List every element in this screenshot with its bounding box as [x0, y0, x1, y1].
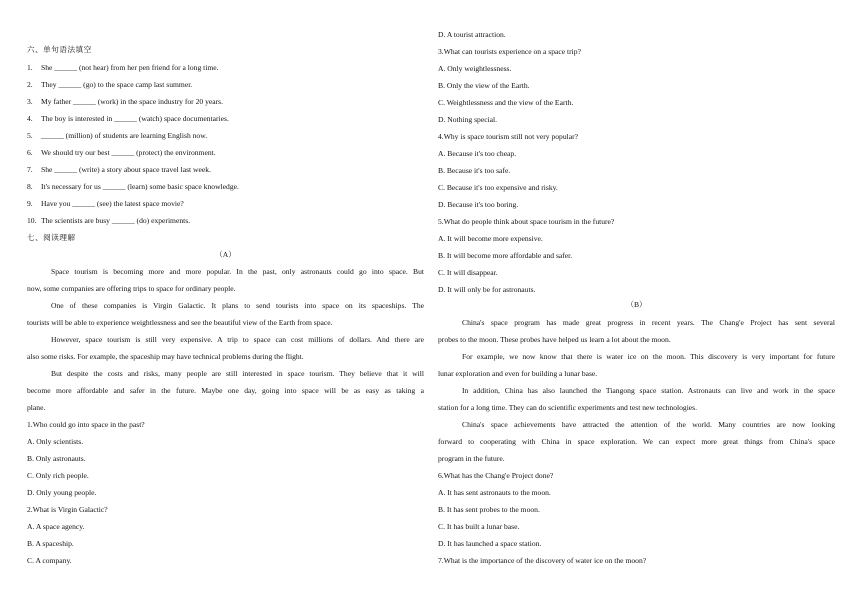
answer-option: B. A spaceship.	[27, 539, 74, 548]
answer-option: D. Only young people.	[27, 488, 97, 497]
passage-b-label: （B）	[626, 300, 647, 309]
grammar-item-10	[27, 216, 424, 225]
passage-b-line-7: China's space achievements have attracted the attention of the world. Many countries are now looking	[462, 420, 835, 429]
answer-option: D. Because it's too boring.	[438, 200, 519, 209]
grammar-item-2	[27, 80, 424, 89]
passage-a-line-5: However, space tourism is still very expensive. A trip to space can cost millions of dollars. And there are	[51, 335, 424, 344]
answer-option: C. It will disappear.	[438, 268, 498, 277]
question-line: 6.What has the Chang'e Project done?	[438, 471, 554, 480]
grammar-item-4	[27, 114, 424, 123]
passage-b-line-6: station for a long time. They can do scientific experiments and test new technologies.	[438, 403, 698, 412]
section-6-heading: 六、单句语法填空	[27, 45, 92, 54]
grammar-item-8	[27, 182, 424, 191]
grammar-item-7	[27, 165, 424, 174]
item-number: 5.	[27, 131, 33, 140]
item-number: 1.	[27, 63, 33, 72]
passage-a-line-8: become more affordable and safer in the future. Maybe one day, going into space will be as easy as taking a	[27, 386, 424, 395]
item-text: ______ (million) of students are learning English now.	[41, 131, 208, 140]
answer-option: D. It will only be for astronauts.	[438, 285, 536, 294]
question-line: 7.What is the importance of the discovery of water ice on the moon?	[438, 556, 647, 565]
item-text: We should try our best ______ (protect) the environment.	[41, 148, 216, 157]
item-number: 3.	[27, 97, 33, 106]
item-text: It's necessary for us ______ (learn) some basic space knowledge.	[41, 182, 239, 191]
answer-option: C. It has built a lunar base.	[438, 522, 520, 531]
item-number: 10.	[27, 216, 37, 225]
item-text: They ______ (go) to the space camp last summer.	[41, 80, 193, 89]
item-text: She ______ (not hear) from her pen friend for a long time.	[41, 63, 219, 72]
item-text: The scientists are busy ______ (do) experiments.	[41, 216, 191, 225]
answer-option: A. Only scientists.	[27, 437, 84, 446]
item-number: 4.	[27, 114, 33, 123]
answer-option: A. Only weightlessness.	[438, 64, 512, 73]
answer-option: A. Because it's too cheap.	[438, 149, 517, 158]
passage-a-line-1: Space tourism is becoming more and more popular. In the past, only astronauts could go into space. But	[51, 267, 424, 276]
answer-option: B. Because it's too safe.	[438, 166, 511, 175]
grammar-item-9	[27, 199, 424, 208]
grammar-item-6	[27, 148, 424, 157]
passage-b-line-1: China's space program has made great progress in recent years. The Chang'e Project has sent several	[462, 318, 835, 327]
passage-b-line-3: For example, we now know that there is water ice on the moon. This discovery is very important for future	[462, 352, 835, 361]
item-number: 2.	[27, 80, 33, 89]
question-line: 3.What can tourists experience on a space trip?	[438, 47, 581, 56]
answer-option: A. It will become more expensive.	[438, 234, 543, 243]
answer-option: B. Only the view of the Earth.	[438, 81, 530, 90]
passage-b-line-9: program in the future.	[438, 454, 505, 463]
passage-b-line-2: probes to the moon. These probes have helped us learn a lot about the moon.	[438, 335, 671, 344]
grammar-item-5	[27, 131, 424, 140]
section-7-heading: 七、阅读理解	[27, 233, 76, 242]
item-number: 9.	[27, 199, 33, 208]
passage-a-line-2: now, some companies are offering trips to space for ordinary people.	[27, 284, 236, 293]
passage-a-label: （A）	[215, 250, 236, 259]
answer-option: B. It will become more affordable and safer.	[438, 251, 573, 260]
answer-option: D. A tourist attraction.	[438, 30, 506, 39]
question-line: 2.What is Virgin Galactic?	[27, 505, 108, 514]
answer-option: A. A space agency.	[27, 522, 85, 531]
passage-b-line-4: lunar exploration and even for building a lunar base.	[438, 369, 598, 378]
question-line: 4.Why is space tourism still not very popular?	[438, 132, 579, 141]
grammar-item-3	[27, 97, 424, 106]
answer-option: D. It has launched a space station.	[438, 539, 542, 548]
passage-a-line-3: One of these companies is Virgin Galactic. It plans to send tourists into space on its spaceships. The	[51, 301, 424, 310]
passage-a-line-7: But despite the costs and risks, many people are still interested in space tourism. They believe that it will	[51, 369, 424, 378]
passage-a-line-9: plane.	[27, 403, 46, 412]
item-number: 8.	[27, 182, 33, 191]
item-text: My father ______ (work) in the space industry for 20 years.	[41, 97, 223, 106]
answer-option: C. Weightlessness and the view of the Earth.	[438, 98, 574, 107]
item-text: She ______ (write) a story about space travel last week.	[41, 165, 211, 174]
passage-b-line-5: In addition, China has also launched the Tiangong space station. Astronauts can live and work in the space	[462, 386, 835, 395]
grammar-item-1	[27, 63, 424, 72]
passage-b-line-8: forward to cooperating with China in space exploration. We can expect more great things from China's space	[438, 437, 835, 446]
item-text: Have you ______ (see) the latest space movie?	[41, 199, 184, 208]
passage-a-line-4: tourists will be able to experience weightlessness and see the beautiful view of the Earth from space.	[27, 318, 333, 327]
passage-a-line-6: also some risks. For example, the spaceship may have technical problems during the flight.	[27, 352, 304, 361]
item-text: The boy is interested in ______ (watch) space documentaries.	[41, 114, 229, 123]
answer-option: C. A company.	[27, 556, 72, 565]
item-number: 7.	[27, 165, 33, 174]
answer-option: C. Because it's too expensive and risky.	[438, 183, 558, 192]
answer-option: B. It has sent probes to the moon.	[438, 505, 540, 514]
question-line: 5.What do people think about space tourism in the future?	[438, 217, 615, 226]
item-number: 6.	[27, 148, 33, 157]
answer-option: C. Only rich people.	[27, 471, 89, 480]
answer-option: A. It has sent astronauts to the moon.	[438, 488, 551, 497]
answer-option: D. Nothing special.	[438, 115, 498, 124]
question-line: 1.Who could go into space in the past?	[27, 420, 145, 429]
answer-option: B. Only astronauts.	[27, 454, 86, 463]
